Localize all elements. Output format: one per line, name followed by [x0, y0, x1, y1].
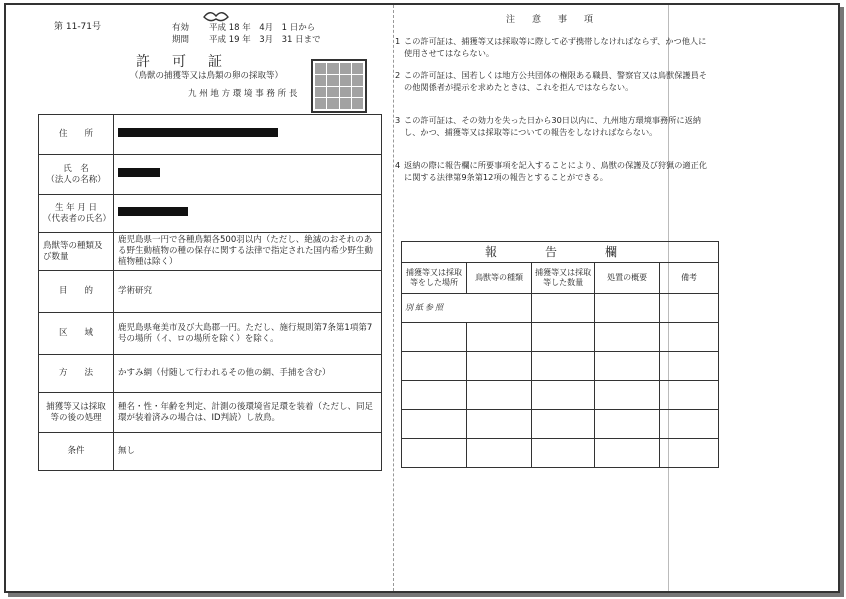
birth-value [114, 195, 382, 233]
notes-title: 注 意 事 項 [506, 15, 598, 25]
issuer: 九 州 地 方 環 境 事 務 所 長 [188, 89, 298, 99]
valid-to: 平成 19 年 3月 31 日まで [209, 35, 321, 45]
permit-subtitle: （鳥獣の捕獲等又は鳥類の卵の採取等） [130, 71, 284, 81]
permit-document [4, 3, 840, 593]
header-species: 鳥獣等の種類 [467, 263, 532, 294]
valid-from: 平成 18 年 4月 1 日から [209, 23, 316, 33]
redaction [118, 128, 278, 137]
row-birth [39, 195, 382, 233]
disposal-value: 種名・性・年齢を判定、計測の後環境省足環を装着（ただし、同足環が装着済みの場合は、ID判読）し放鳥。 [114, 393, 382, 433]
header-quantity: 捕獲等又は採取等した数量 [532, 263, 595, 294]
handwritten-note: 別紙参照 [402, 294, 532, 323]
official-seal [311, 59, 367, 113]
note-item: 4 返納の際に報告欄に所要事項を記入することにより、鳥獣の保護及び狩猟の適正化に関する法律第9条第12項の報告とすることができる。 [395, 160, 707, 182]
name-label: 氏 名 （法人の名称） [39, 155, 114, 195]
row-area [39, 313, 382, 355]
birth-label: 生 年 月 日 （代表者の氏名） [39, 195, 114, 233]
table-row [402, 352, 719, 381]
period-label: 期間 [172, 35, 190, 45]
area-label: 区 域 [39, 313, 114, 355]
purpose-value: 学術研究 [114, 271, 382, 313]
report-title: 報 告 欄 [402, 242, 719, 263]
row-species [39, 233, 382, 271]
purpose-label: 目 的 [39, 271, 114, 313]
fold-line [393, 5, 394, 591]
redaction [118, 168, 160, 177]
method-label: 方 法 [39, 355, 114, 393]
name-value [114, 155, 382, 195]
permit-table [38, 114, 382, 471]
table-row [402, 439, 719, 468]
conditions-label: 条件 [39, 433, 114, 471]
row-name [39, 155, 382, 195]
table-row [402, 323, 719, 352]
species-label: 鳥獣等の種類及び数量 [39, 233, 114, 271]
table-row [402, 381, 719, 410]
doc-number: 第 11-71号 [54, 22, 102, 32]
valid-label: 有効 [172, 23, 190, 33]
row-address [39, 115, 382, 155]
method-value: かすみ網（付随して行われるその他の網、手捕を含む） [114, 355, 382, 393]
row-disposal [39, 393, 382, 433]
redaction [118, 207, 188, 216]
area-value: 鹿児島県奄美市及び大島郡一円。ただし、施行規則第7条第1項第7号の場所（イ、ロの場所を除く）を除く。 [114, 313, 382, 355]
table-row [402, 294, 719, 323]
report-header-row [402, 263, 719, 294]
row-conditions [39, 433, 382, 471]
row-method [39, 355, 382, 393]
header-action: 処置の概要 [595, 263, 660, 294]
address-label: 住 所 [39, 115, 114, 155]
note-item: 2 この許可証は、国若しくは地方公共団体の権限ある職員、警察官又は鳥獣保護員その他関係者が提示を求めたときは、これを拒んではならない。 [395, 70, 707, 92]
table-row [402, 410, 719, 439]
header-remarks: 備考 [660, 263, 719, 294]
address-value [114, 115, 382, 155]
permit-title: 許 可 証 [136, 54, 226, 70]
report-table [401, 241, 719, 468]
note-item: 3 この許可証は、その効力を失った日から30日以内に、九州地方環境事務所に返納し、かつ、捕獲等又は採取等についての報告をしなければならない。 [395, 115, 701, 137]
row-purpose [39, 271, 382, 313]
header-place: 捕獲等又は採取等をした場所 [402, 263, 467, 294]
conditions-value: 無し [114, 433, 382, 471]
species-value: 鹿児島県一円で各種鳥類各500羽以内（ただし、絶滅のおそれのある野生動植物の種の保存に関する法律で指定された国内希少野生動植物種は除く） [114, 233, 382, 271]
note-item: 1 この許可証は、捕獲等又は採取等に際して必ず携帯しなければならず、かつ他人に使用させてはならない。 [395, 36, 707, 58]
disposal-label: 捕獲等又は採取等の後の処理 [39, 393, 114, 433]
